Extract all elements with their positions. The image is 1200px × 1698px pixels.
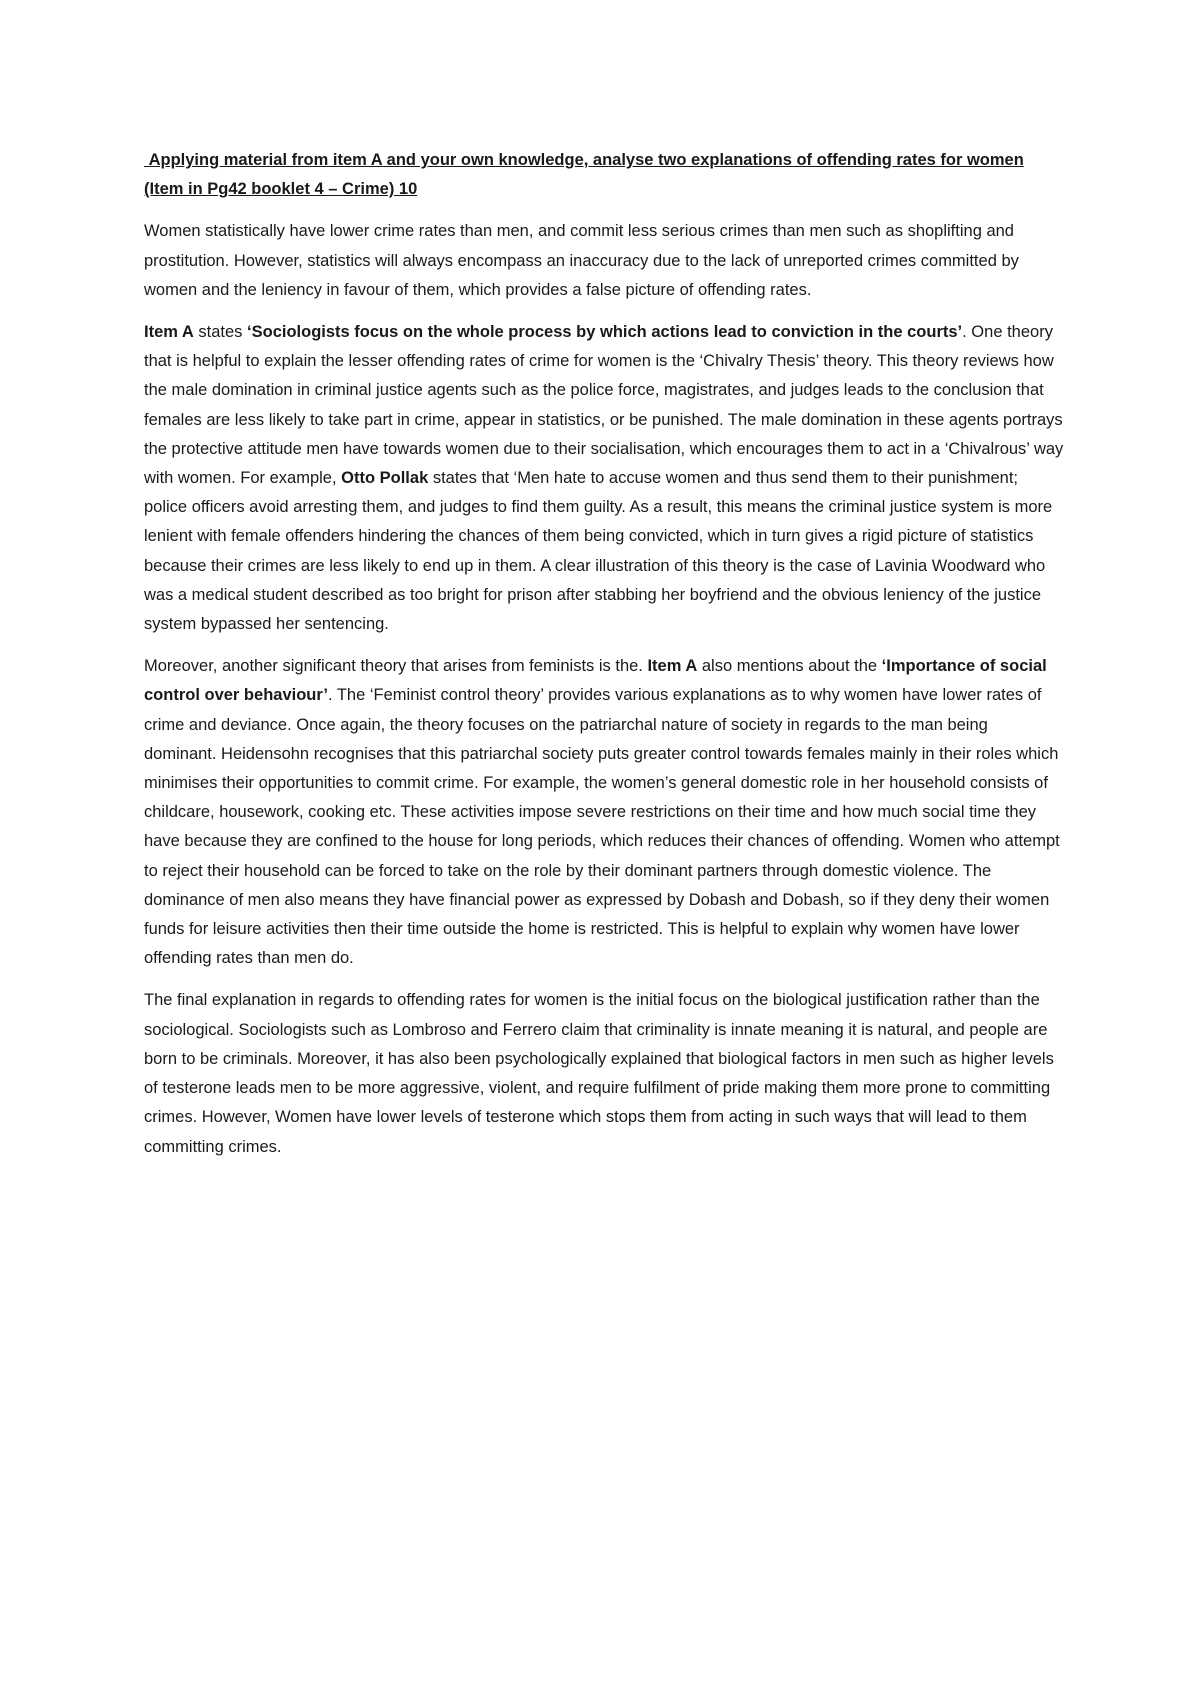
paragraph-text: . The ‘Feminist control theory’ provides various explanations as to why women have lower rates of crime and deviance. Once again, the theory focuses on the patriarchal nature of society in regards to the man being dominant. Heidensohn recognises that this patriarchal society puts greater control towards females mainly in their roles which minimises their opportunities to commit crime. For example, the women’s general domestic role in her household consists of childcare, housework, cooking etc. These activities impose severe restrictions on their time and how much social time they have because they are confined to the house for long periods, which reduces their chances of offending. Women who attempt to reject their household can be forced to take on the role by their dominant partners through domestic violence. The dominance of men also means they have financial power as expressed by Dobash and Dobash, so if they deny their women funds for leisure activities then their time outside the home is restricted. This is helpful to explain why women have lower offending rates than men do.	[144, 686, 1060, 968]
item-a-reference: Item A	[647, 657, 698, 676]
biological-explanation-paragraph: The final explanation in regards to offending rates for women is the initial focus on the biological justification rather than the sociological. Sociologists such as Lombroso and Ferrero claim that criminality is innate meaning it is natural, and people are born to be criminals. Moreover, it has also been psychologically explained that biological factors in men such as higher levels of testerone leads men to be more aggressive, violent, and require fulfilment of pride making them more prone to committing crimes. However, Women have lower levels of testerone which stops them from acting in such ways that will lead to them committing crimes.	[144, 991, 1054, 1156]
paragraph-text: states	[193, 323, 248, 342]
paragraph-text: Moreover, another significant theory that arises from feminists is the.	[144, 657, 648, 676]
paragraph-text: also mentions about the	[697, 657, 882, 676]
document-page	[144, 146, 1064, 1175]
feminist-control-paragraph	[144, 652, 1064, 973]
item-a-quote: ‘Sociologists focus on the whole process by which actions lead to conviction in the courts’	[247, 323, 963, 342]
intro-paragraph: Women statistically have lower crime rates than men, and commit less serious crimes than men such as shoplifting and prostitution. However, statistics will always encompass an inaccuracy due to the lack of unreported crimes committed by women and the leniency in favour of them, which provides a false picture of offending rates.	[144, 222, 1019, 299]
otto-pollak-reference: Otto Pollak	[341, 469, 429, 488]
item-a-reference: Item A	[144, 323, 194, 342]
item-a-quote: ‘Importance of social control over behaviour’	[144, 657, 1047, 705]
paragraph-text: states that ‘Men hate to accuse women and thus send them to their punishment; police officers avoid arresting them, and judges to find them guilty. As a result, this means the criminal justice system is more lenient with female offenders hindering the chances of them being convicted, which in turn gives a rigid picture of statistics because their crimes are less likely to end up in them. A clear illustration of this theory is the case of Lavinia Woodward who was a medical student described as too bright for prison after stabbing her boyfriend and the obvious leniency of the justice system bypassed her sentencing.	[144, 469, 1053, 634]
paragraph-text: . One theory that is helpful to explain the lesser offending rates of crime for women is the ‘Chivalry Thesis’ theory. This theory reviews how the male domination in criminal justice agents such as the police force, magistrates, and judges leads to the conclusion that females are less likely to take part in crime, appear in statistics, or be punished. The male domination in these agents portrays the protective attitude men have towards women due to their socialisation, which encourages them to act in a ‘Chivalrous’ way with women. For example,	[144, 323, 1064, 488]
chivalry-thesis-paragraph	[144, 318, 1064, 639]
essay-question-heading: Applying material from item A and your own knowledge, analyse two explanations of offending rates for women (Item in Pg42 booklet 4 – Crime) 10	[144, 151, 1024, 199]
